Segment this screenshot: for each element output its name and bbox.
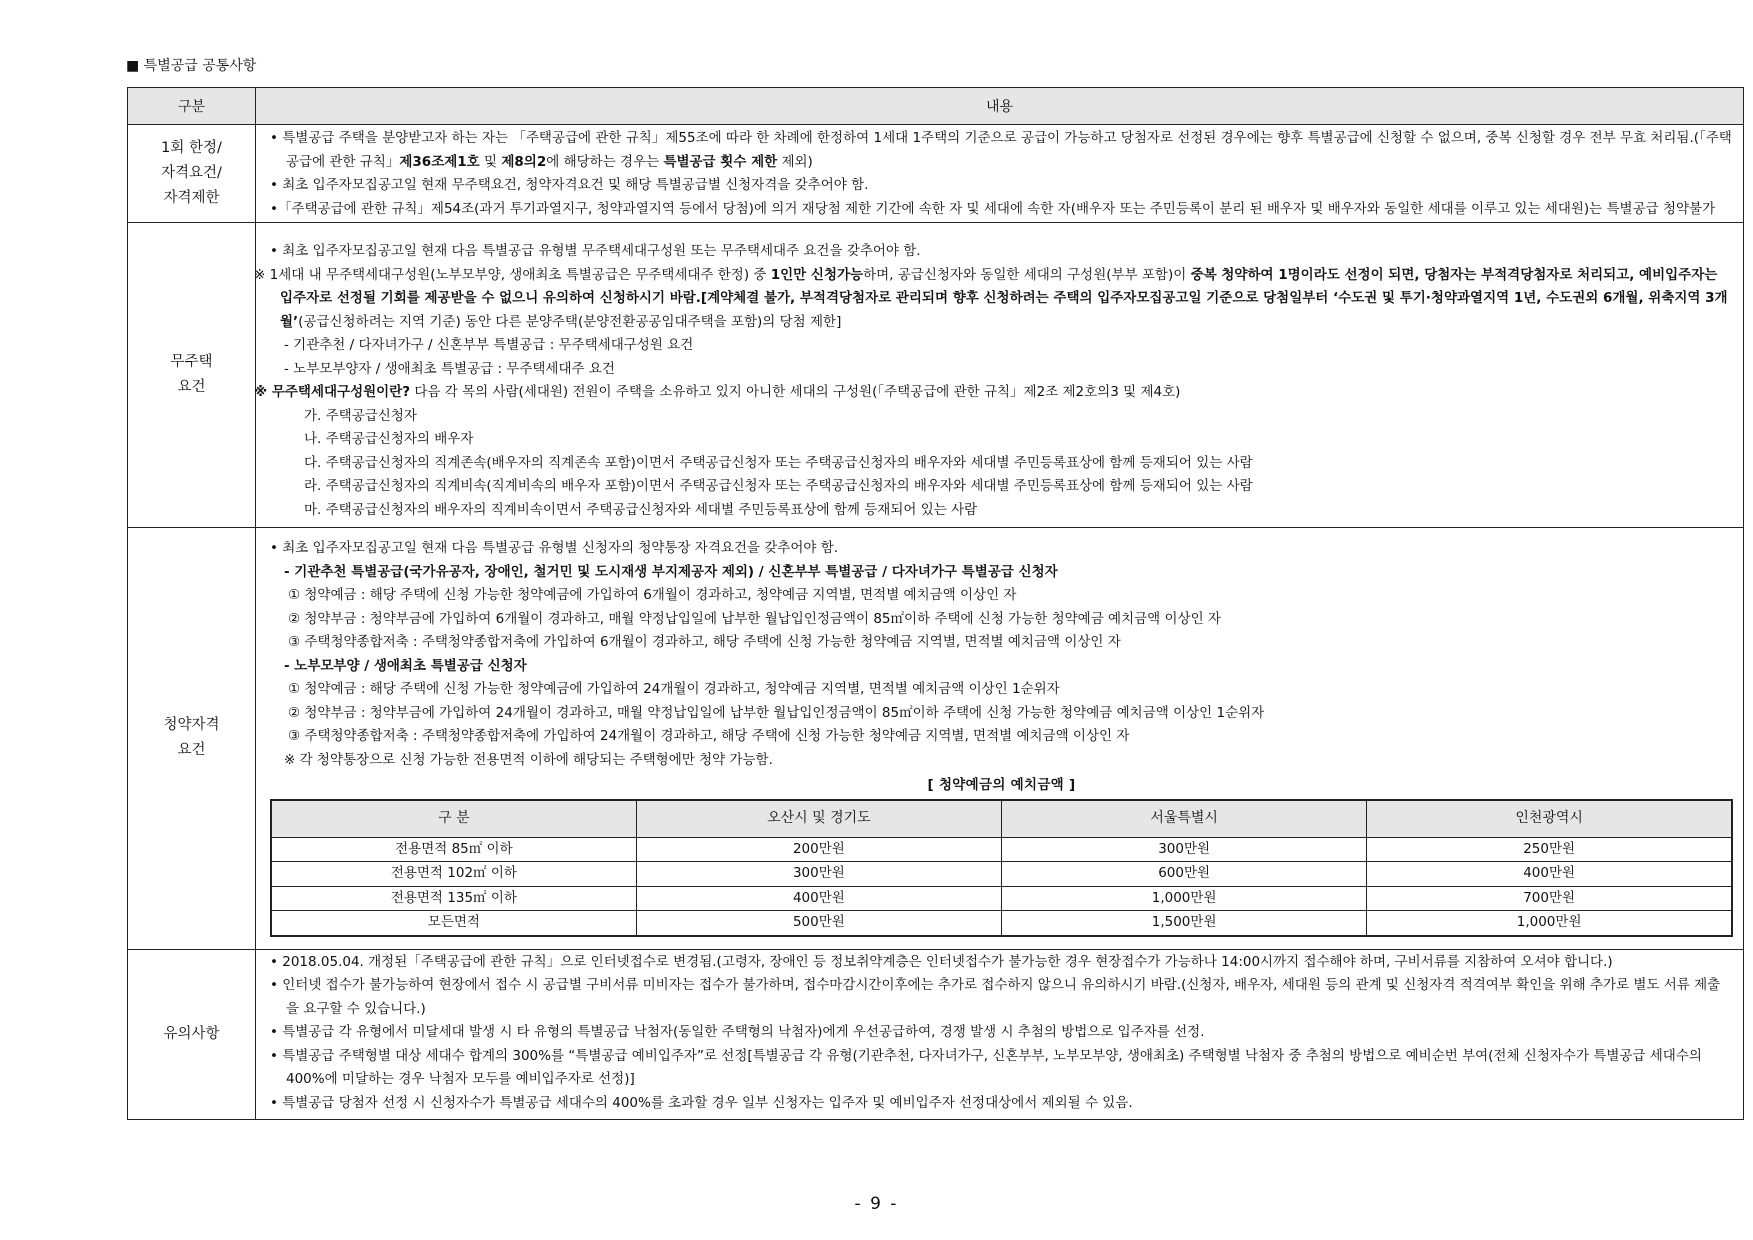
deposit-header: 구 분 [271, 800, 636, 838]
deposit-row [271, 837, 1732, 862]
deposit-cell: 200만원 [636, 837, 1001, 862]
row4-content [256, 949, 1744, 1120]
row2-note-duplicate: ※ 1세대 내 무주택세대구성원(노부모부양, 생애최초 특별공급은 무주택세대주 한정) 중 1인만 신청가능하며, 공급신청자와 동일한 세대의 구성원(부부 포함)이 중복 청약하여 1명이라도 선정이 되면, 당첨자는 부적격당첨자로 처리되고, 예비입주자는 입주자로 선정될 기회를 제공받을 수 없으니 유의하여 신청하시기 바람.[계약체결 불가, 부적격당첨자로 관리되며 향후 신청하려는 주택의 입주자모집공고일 기준으로 당첨일부터 ‘수도권 및 투기·청약과열지역 1년, 수도권외 6개월, 위축지역 3개월’(공급신청하려는 지역 기준) 동안 다른 분양주택(분양전환공공임대주택을 포함)의 당첨 제한] [254, 266, 1728, 330]
deposit-cell: 1,000만원 [1002, 886, 1367, 911]
deposit-cell: 300만원 [1002, 837, 1367, 862]
deposit-cell: 700만원 [1367, 886, 1732, 911]
row-subscription-qualification [128, 528, 1744, 950]
row3-numbered-item: ② 청약부금 : 청약부금에 가입하여 24개월이 경과하고, 매월 약정납입일에 납부한 월납입인정금액이 85㎡이하 주택에 신청 가능한 청약예금 예치금액 이상인 1순위자 [288, 704, 1265, 721]
row4-bullet: • 특별공급 각 유형에서 미달세대 발생 시 타 유형의 특별공급 낙첨자(동일한 주택형의 낙첨자)에게 우선공급하여, 경쟁 발생 시 추첨의 방법으로 입주자를 선정. [270, 1024, 1205, 1040]
row2-dash-item: - 기관추천 / 다자녀가구 / 신혼부부 특별공급 : 무주택세대구성원 요건 [284, 337, 694, 353]
deposit-cell: 400만원 [636, 886, 1001, 911]
special-supply-common-table [127, 87, 1744, 1120]
section-title: ■ 특별공급 공통사항 [126, 58, 257, 74]
row2-sub-item: 라. 주택공급신청자의 직계비속(직계비속의 배우자 포함)이면서 주택공급신청자 또는 주택공급신청자의 배우자와 세대별 주민등록표상에 함께 등재되어 있는 사람 [304, 478, 1253, 494]
table-header-row [128, 88, 1744, 125]
row-homeless-requirement [128, 223, 1744, 528]
row3-note: ※ 각 청약통장으로 신청 가능한 전용면적 이하에 해당되는 주택형에만 청약 가능함. [284, 751, 773, 768]
deposit-cell: 전용면적 135㎡ 이하 [271, 886, 636, 911]
deposit-cell: 전용면적 85㎡ 이하 [271, 837, 636, 862]
deposit-amount-table [270, 799, 1733, 937]
row2-bullet: • 최초 입주자모집공고일 현재 다음 특별공급 유형별 무주택세대구성원 또는 무주택세대주 요건을 갖추어야 함. [270, 243, 921, 259]
row1-category: 1회 한정/ 자격요건/ 자격제한 [128, 125, 256, 223]
row3-numbered-item: ① 청약예금 : 해당 주택에 신청 가능한 청약예금에 가입하여 6개월이 경과하고, 청약예금 지역별, 면적별 예치금액 이상인 자 [288, 587, 1017, 603]
deposit-header: 오산시 및 경기도 [636, 800, 1001, 838]
deposit-header-row [271, 800, 1732, 838]
header-content: 내용 [256, 88, 1744, 125]
deposit-table-title: [ 청약예금의 예치금액 ] [927, 777, 1076, 793]
row3-category: 청약자격 요건 [128, 528, 256, 950]
row2-category: 무주택 요건 [128, 223, 256, 528]
deposit-cell: 600만원 [1002, 862, 1367, 887]
row3-numbered-item: ① 청약예금 : 해당 주택에 신청 가능한 청약예금에 가입하여 24개월이 경과하고, 청약예금 지역별, 면적별 예치금액 이상인 1순위자 [288, 681, 1060, 697]
row1-bullet: • 최초 입주자모집공고일 현재 무주택요건, 청약자격요건 및 해당 특별공급별 신청자격을 갖추어야 함. [270, 177, 869, 193]
row3-numbered-item: ③ 주택청약종합저축 : 주택청약종합저축에 가입하여 24개월이 경과하고, 해당 주택에 신청 가능한 청약예금 지역별, 면적별 예치금액 이상인 자 [288, 728, 1130, 744]
deposit-header: 인천광역시 [1367, 800, 1732, 838]
row2-note-definition: ※ 무주택세대구성원이란? 다음 각 목의 사람(세대원) 전원이 주택을 소유하고 있지 아니한 세대의 구성원(「주택공급에 관한 규칙」제2조 제2호의3 및 제4호) [254, 384, 1181, 400]
row-precautions [128, 949, 1744, 1120]
deposit-cell: 250만원 [1367, 837, 1732, 862]
row2-sub-item: 마. 주택공급신청자의 배우자의 직계비속이면서 주택공급신청자와 세대별 주민등록표상에 함께 등재되어 있는 사람 [304, 501, 978, 518]
row-one-time-limit [128, 125, 1744, 223]
deposit-row [271, 911, 1732, 936]
row1-content [256, 125, 1744, 223]
row3-numbered-item: ③ 주택청약종합저축 : 주택청약종합저축에 가입하여 6개월이 경과하고, 해당 주택에 신청 가능한 청약예금 지역별, 면적별 예치금액 이상인 자 [288, 634, 1121, 650]
row3-heading: - 기관추천 특별공급(국가유공자, 장애인, 철거민 및 도시재생 부지제공자 제외) / 신혼부부 특별공급 / 다자녀가구 특별공급 신청자 [284, 563, 1058, 580]
row2-sub-item: 가. 주택공급신청자 [304, 407, 417, 424]
row3-content [256, 528, 1744, 950]
row1-bullet: •「주택공급에 관한 규칙」제54조(과거 투기과열지구, 청약과열지역 등에서 당첨)에 의거 재당첨 제한 기간에 속한 자 및 세대에 속한 자(배우자 또는 주민등록이 분리 된 배우자 및 배우자와 동일한 세대를 이루고 있는 세대원)는 특별공급 청약불가 [270, 200, 1716, 217]
row4-bullet: • 2018.05.04. 개정된「주택공급에 관한 규칙」으로 인터넷접수로 변경됨.(고령자, 장애인 등 정보취약계층은 인터넷접수가 불가능한 경우 현장접수가 가능하나 14:00시까지 접수해야 하며, 구비서류를 지참하여 오셔야 합니다.) [270, 953, 1613, 970]
deposit-cell: 300만원 [636, 862, 1001, 887]
deposit-header: 서울특별시 [1002, 800, 1367, 838]
row3-numbered-item: ② 청약부금 : 청약부금에 가입하여 6개월이 경과하고, 매월 약정납입일에 납부한 월납입인정금액이 85㎡이하 주택에 신청 가능한 청약예금 예치금액 이상인 자 [288, 610, 1221, 627]
deposit-cell: 500만원 [636, 911, 1001, 936]
row4-bullet: • 특별공급 주택형별 대상 세대수 합계의 300%를 “특별공급 예비입주자”로 선정[특별공급 각 유형(기관추천, 다자녀가구, 신혼부부, 노부모부양, 생애최초) 주택형별 낙첨자 중 추첨의 방법으로 예비순번 부여(전체 신청자수가 특별공급 세대수의 400%에 미달하는 경우 낙첨자 모두를 예비입주자로 선정)] [270, 1047, 1702, 1087]
deposit-cell: 400만원 [1367, 862, 1732, 887]
row2-content [256, 223, 1744, 528]
row4-bullet: • 특별공급 당첨자 선정 시 신청자수가 특별공급 세대수의 400%를 초과할 경우 일부 신청자는 입주자 및 예비입주자 선정대상에서 제외될 수 있음. [270, 1094, 1133, 1111]
row3-heading: - 노부모부양 / 생애최초 특별공급 신청자 [284, 657, 527, 674]
deposit-cell: 1,000만원 [1367, 911, 1732, 936]
deposit-row [271, 886, 1732, 911]
deposit-cell: 1,500만원 [1002, 911, 1367, 936]
row2-sub-item: 나. 주택공급신청자의 배우자 [304, 431, 474, 447]
deposit-row [271, 862, 1732, 887]
row4-bullet: • 인터넷 접수가 불가능하여 현장에서 접수 시 공급별 구비서류 미비자는 접수가 불가하며, 접수마감시간이후에는 추가로 접수하지 않으니 유의하시기 바람.(신청자, 배우자, 세대원 등의 관계 및 신청자격 적격여부 확인을 위해 추가로 별도 서류 제출을 요구할 수 있습니다.) [270, 977, 1721, 1017]
row3-bullet: • 최초 입주자모집공고일 현재 다음 특별공급 유형별 신청자의 청약통장 자격요건을 갖추어야 함. [270, 540, 839, 556]
deposit-cell: 모든면적 [271, 911, 636, 936]
row2-dash-item: - 노부모부양자 / 생애최초 특별공급 : 무주택세대주 요건 [284, 360, 615, 377]
row2-sub-item: 다. 주택공급신청자의 직계존속(배우자의 직계존속 포함)이면서 주택공급신청자 또는 주택공급신청자의 배우자와 세대별 주민등록표상에 함께 등재되어 있는 사람 [304, 454, 1253, 471]
page-number: - 9 - [854, 1194, 899, 1214]
header-category: 구분 [128, 88, 256, 125]
deposit-cell: 전용면적 102㎡ 이하 [271, 862, 636, 887]
row1-bullet: • 특별공급 주택을 분양받고자 하는 자는 「주택공급에 관한 규칙」제55조에 따라 한 차례에 한정하여 1세대 1주택의 기준으로 공급이 가능하고 당첨자로 선정된 경우에는 향후 특별공급에 신청할 수 없으며, 중복 신청할 경우 전부 무효 처리됨.(「주택공급에 관한 규칙」제36조제1호 및 제8의2에 해당하는 경우는 특별공급 횟수 제한 제외) [270, 130, 1732, 170]
row4-category: 유의사항 [128, 949, 256, 1120]
